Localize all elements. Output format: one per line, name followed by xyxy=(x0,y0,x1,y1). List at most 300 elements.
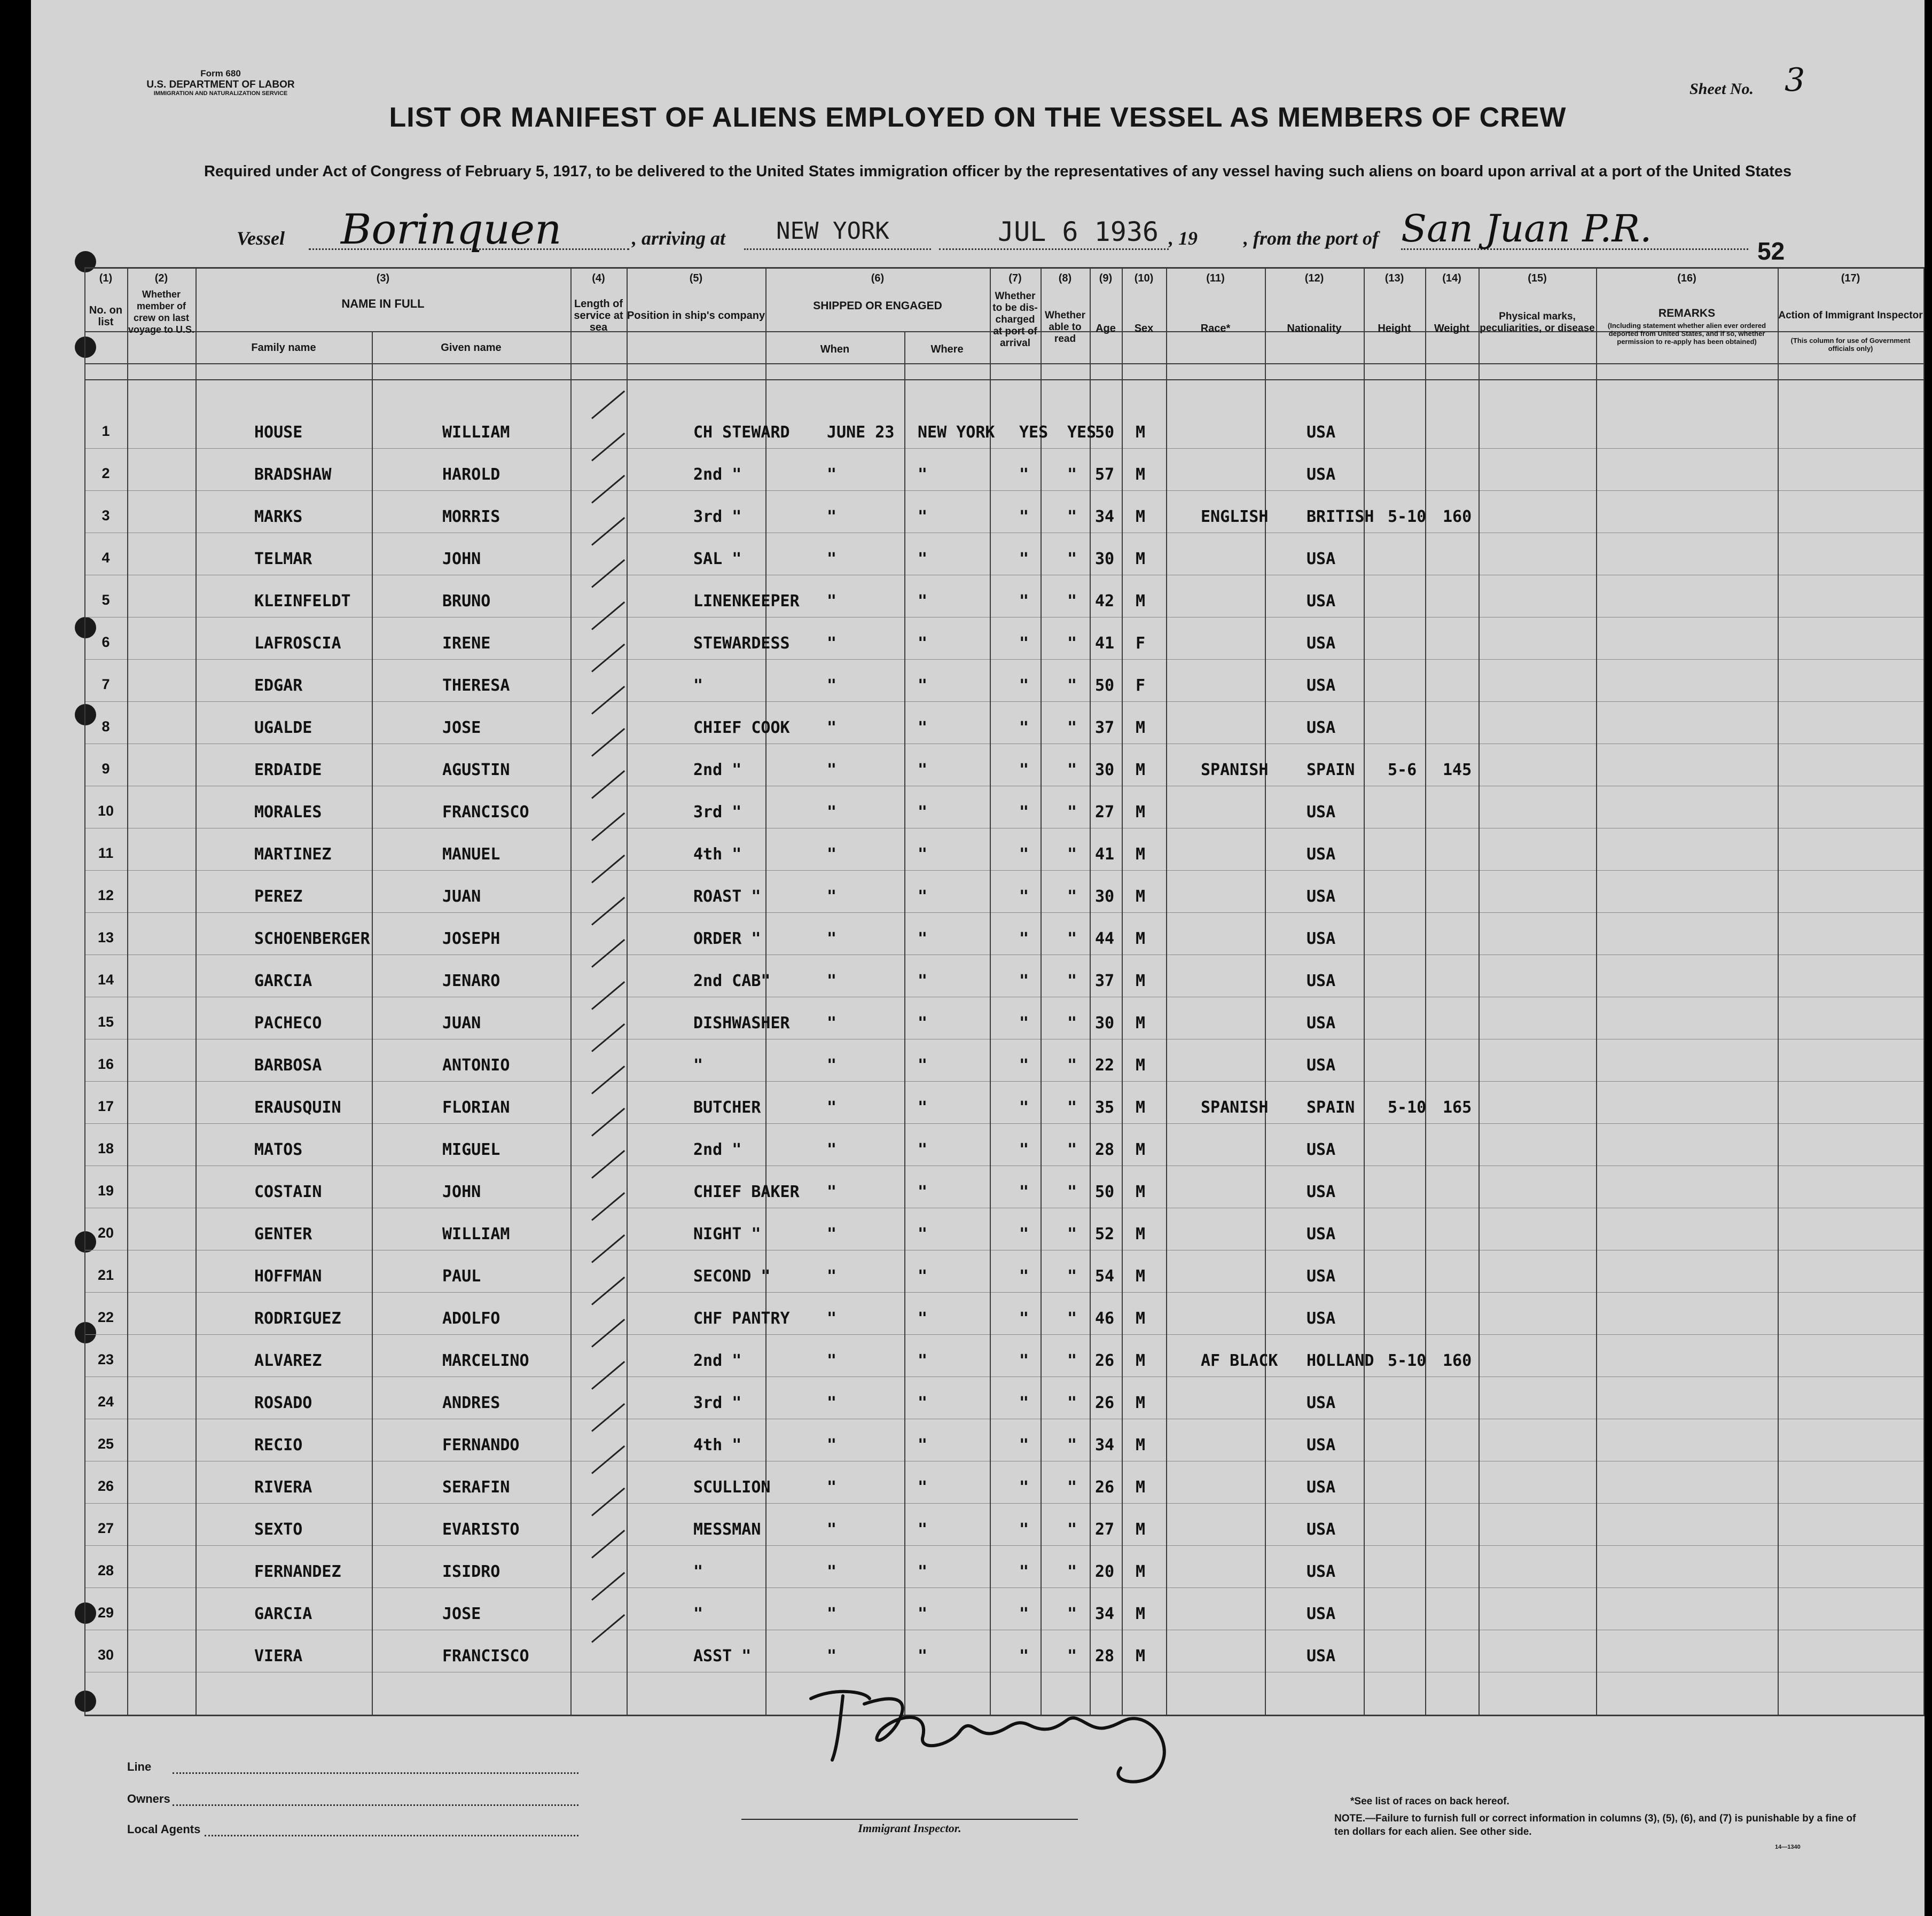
age-cell: 57 xyxy=(1095,465,1115,484)
given-name-cell: SERAFIN xyxy=(442,1478,510,1497)
from-port: San Juan P.R. xyxy=(1401,207,1652,251)
shipped-where-cell: " xyxy=(918,507,928,526)
shipped-where-cell: " xyxy=(918,465,928,484)
race-note: *See list of races on back hereof. xyxy=(1350,1796,1509,1807)
family-name-cell: GARCIA xyxy=(254,972,312,990)
family-name-cell: RIVERA xyxy=(254,1478,312,1497)
given-name-cell: MIGUEL xyxy=(442,1140,500,1159)
table-row xyxy=(84,538,1925,580)
row-number-cell: 16 xyxy=(97,1056,114,1072)
given-name-cell: JUAN xyxy=(442,1014,481,1033)
shipped-where-cell: " xyxy=(918,1647,928,1665)
race-cell: SPANISH xyxy=(1201,761,1269,779)
col-header-action: Action of Immigrant Inspector xyxy=(1778,310,1923,321)
position-cell: ROAST " xyxy=(693,887,761,906)
shipped-when-cell: " xyxy=(827,465,837,484)
table-row xyxy=(84,918,1925,960)
discharged-cell: " xyxy=(1019,1056,1029,1075)
family-name-cell: PEREZ xyxy=(254,887,303,906)
shipped-when-cell: " xyxy=(827,1225,837,1244)
manifest-sheet xyxy=(31,0,1925,1916)
col-header-read: Whether able to read xyxy=(1045,310,1085,345)
age-cell: 37 xyxy=(1095,718,1115,737)
given-name-cell: MORRIS xyxy=(442,507,500,526)
shipped-where-cell: " xyxy=(918,634,928,653)
discharged-cell: " xyxy=(1019,550,1029,568)
row-number-cell: 30 xyxy=(97,1647,114,1663)
col-number: (15) xyxy=(1528,272,1547,284)
footer-owners-field xyxy=(173,1804,578,1806)
table-row xyxy=(84,1593,1925,1635)
given-name-cell: FRANCISCO xyxy=(442,1647,529,1665)
able-to-read-cell: " xyxy=(1067,507,1077,526)
page-subtitle: Required under Act of Congress of February 5, 1917, to be delivered to the United States immigration officer by the representatives of any vessel having such aliens on board upon arrival at a port of the United States xyxy=(204,163,1792,180)
position-cell: 4th " xyxy=(693,1436,742,1454)
table-row xyxy=(84,833,1925,875)
discharged-cell: " xyxy=(1019,1478,1029,1497)
col-header-name: NAME IN FULL xyxy=(341,297,425,310)
discharged-cell: " xyxy=(1019,1394,1029,1412)
family-name-cell: HOUSE xyxy=(254,423,303,442)
given-name-cell: BRUNO xyxy=(442,592,491,611)
shipped-when-cell: " xyxy=(827,1140,837,1159)
shipped-where-cell: " xyxy=(918,972,928,990)
sex-cell: M xyxy=(1136,1562,1146,1581)
row-number-cell: 5 xyxy=(101,592,110,608)
row-number-cell: 22 xyxy=(97,1309,114,1325)
given-name-cell: WILLIAM xyxy=(442,423,510,442)
able-to-read-cell: " xyxy=(1067,803,1077,822)
row-number-cell: 3 xyxy=(101,507,110,523)
position-cell: STEWARDESS xyxy=(693,634,790,653)
family-name-cell: ERAUSQUIN xyxy=(254,1098,341,1117)
table-row xyxy=(84,496,1925,538)
service: IMMIGRATION AND NATURALIZATION SERVICE xyxy=(153,90,288,97)
discharged-cell: " xyxy=(1019,1140,1029,1159)
sex-cell: M xyxy=(1136,550,1146,568)
table-row xyxy=(84,411,1925,453)
sex-cell: M xyxy=(1136,1098,1146,1117)
col-header-physical-marks: Physical marks, peculiarities, or disease xyxy=(1480,311,1595,334)
col-header-previous-voyage: Whether member of crew on last voyage to U.S. xyxy=(128,289,195,335)
shipped-where-cell: " xyxy=(918,592,928,611)
table-row xyxy=(84,580,1925,622)
able-to-read-cell: " xyxy=(1067,1014,1077,1033)
discharged-cell: YES xyxy=(1019,423,1049,442)
vessel-label: Vessel xyxy=(237,228,285,249)
col-number: (6) xyxy=(871,272,885,284)
height-cell: 5-6 xyxy=(1388,761,1417,779)
nationality-cell: USA xyxy=(1307,1267,1336,1286)
nationality-cell: USA xyxy=(1307,1520,1336,1539)
sex-cell: M xyxy=(1136,1056,1146,1075)
position-cell: SCULLION xyxy=(693,1478,771,1497)
position-cell: LINENKEEPER xyxy=(693,592,800,611)
table-row xyxy=(84,875,1925,918)
col-number: (16) xyxy=(1677,272,1696,284)
table-row xyxy=(84,1340,1925,1382)
print-code: 14—1340 xyxy=(1775,1844,1801,1850)
col-number: (7) xyxy=(1008,272,1022,284)
shipped-where-cell: " xyxy=(918,550,928,568)
race-cell: AF BLACK xyxy=(1201,1351,1278,1370)
weight-cell: 165 xyxy=(1443,1098,1472,1117)
discharged-cell: " xyxy=(1019,761,1029,779)
family-name-cell: TELMAR xyxy=(254,550,312,568)
sex-cell: M xyxy=(1136,1520,1146,1539)
height-cell: 5-10 xyxy=(1388,1351,1427,1370)
row-number-cell: 4 xyxy=(101,550,110,566)
shipped-where-cell: " xyxy=(918,887,928,906)
family-name-cell: COSTAIN xyxy=(254,1183,322,1201)
shipped-when-cell: " xyxy=(827,550,837,568)
family-name-cell: LAFROSCIA xyxy=(254,634,341,653)
age-cell: 26 xyxy=(1095,1478,1115,1497)
able-to-read-cell: " xyxy=(1067,465,1077,484)
nationality-cell: USA xyxy=(1307,592,1336,611)
family-name-cell: EDGAR xyxy=(254,676,303,695)
given-name-cell: JOHN xyxy=(442,1183,481,1201)
sheet-number: 3 xyxy=(1785,61,1805,99)
shipped-when-cell: " xyxy=(827,718,837,737)
col-header-given-name: Given name xyxy=(441,342,502,354)
shipped-when-cell: " xyxy=(827,1478,837,1497)
shipped-where-cell: " xyxy=(918,1520,928,1539)
table-row xyxy=(84,749,1925,791)
col-header-race: Race* xyxy=(1200,323,1231,334)
age-cell: 42 xyxy=(1095,592,1115,611)
col-number: (9) xyxy=(1099,272,1113,284)
position-cell: 3rd " xyxy=(693,803,742,822)
sex-cell: M xyxy=(1136,1394,1146,1412)
shipped-when-cell: " xyxy=(827,1647,837,1665)
weight-cell: 145 xyxy=(1443,761,1472,779)
discharged-cell: " xyxy=(1019,676,1029,695)
family-name-cell: ALVAREZ xyxy=(254,1351,322,1370)
position-cell: 2nd CAB" xyxy=(693,972,771,990)
nationality-cell: USA xyxy=(1307,1647,1336,1665)
shipped-when-cell: " xyxy=(827,1351,837,1370)
col-header-height: Height xyxy=(1378,323,1411,334)
row-number-cell: 6 xyxy=(101,634,110,650)
col-number: (12) xyxy=(1304,272,1324,284)
inspector-label: Immigrant Inspector. xyxy=(858,1821,961,1835)
age-cell: 28 xyxy=(1095,1647,1115,1665)
position-cell: ORDER " xyxy=(693,929,761,948)
row-number-cell: 17 xyxy=(97,1098,114,1114)
age-cell: 50 xyxy=(1095,1183,1115,1201)
family-name-cell: SEXTO xyxy=(254,1520,303,1539)
age-cell: 50 xyxy=(1095,676,1115,695)
table-row xyxy=(84,1424,1925,1466)
age-cell: 30 xyxy=(1095,761,1115,779)
sex-cell: M xyxy=(1136,972,1146,990)
shipped-when-cell: " xyxy=(827,929,837,948)
shipped-where-cell: " xyxy=(918,1478,928,1497)
arriving-label: , arriving at xyxy=(632,228,726,249)
position-cell: CHF PANTRY xyxy=(693,1309,790,1328)
nationality-cell: USA xyxy=(1307,423,1336,442)
sex-cell: M xyxy=(1136,887,1146,906)
header-bottom-rule xyxy=(84,379,1925,380)
col-header-nationality: Nationality xyxy=(1287,323,1342,334)
shipped-where-cell: " xyxy=(918,718,928,737)
nationality-cell: USA xyxy=(1307,1478,1336,1497)
able-to-read-cell: YES xyxy=(1067,423,1097,442)
age-cell: 52 xyxy=(1095,1225,1115,1244)
discharged-cell: " xyxy=(1019,1098,1029,1117)
discharged-cell: " xyxy=(1019,634,1029,653)
nationality-cell: USA xyxy=(1307,972,1336,990)
shipped-where-cell: " xyxy=(918,1267,928,1286)
family-name-cell: MORALES xyxy=(254,803,322,822)
family-name-cell: VIERA xyxy=(254,1647,303,1665)
nationality-cell: USA xyxy=(1307,1394,1336,1412)
position-cell: CHIEF BAKER xyxy=(693,1183,800,1201)
discharged-cell: " xyxy=(1019,1436,1029,1454)
nationality-cell: USA xyxy=(1307,465,1336,484)
family-name-cell: HOFFMAN xyxy=(254,1267,322,1286)
shipped-when-cell: JUNE 23 xyxy=(827,423,895,442)
height-cell: 5-10 xyxy=(1388,507,1427,526)
row-number-cell: 7 xyxy=(101,676,110,692)
form-header xyxy=(132,68,309,97)
discharged-cell: " xyxy=(1019,1183,1029,1201)
nationality-cell: USA xyxy=(1307,803,1336,822)
given-name-cell: THERESA xyxy=(442,676,510,695)
nationality-cell: USA xyxy=(1307,929,1336,948)
position-cell: " xyxy=(693,1562,703,1581)
family-name-cell: UGALDE xyxy=(254,718,312,737)
inspector-line xyxy=(741,1819,1078,1820)
age-cell: 26 xyxy=(1095,1394,1115,1412)
discharged-cell: " xyxy=(1019,1351,1029,1370)
age-cell: 41 xyxy=(1095,845,1115,864)
sex-cell: M xyxy=(1136,507,1146,526)
shipped-where-cell: " xyxy=(918,1225,928,1244)
sex-cell: M xyxy=(1136,929,1146,948)
family-name-cell: BARBOSA xyxy=(254,1056,322,1075)
sex-cell: M xyxy=(1136,803,1146,822)
sex-cell: M xyxy=(1136,465,1146,484)
footer-agents-field xyxy=(205,1835,578,1836)
department: U.S. DEPARTMENT OF LABOR xyxy=(146,79,295,90)
crew-table xyxy=(84,267,1925,1715)
sex-cell: M xyxy=(1136,592,1146,611)
row-number-cell: 9 xyxy=(101,761,110,777)
given-name-cell: FLORIAN xyxy=(442,1098,510,1117)
age-cell: 54 xyxy=(1095,1267,1115,1286)
table-row xyxy=(84,1086,1925,1129)
shipped-where-cell: " xyxy=(918,761,928,779)
penalty-note: NOTE.—Failure to furnish full or correct information in columns (3), (5), (6), and (7) is punishable by a fine of ten dollars for each alien. See other side. xyxy=(1334,1813,1856,1837)
shipped-when-cell: " xyxy=(827,676,837,695)
discharged-cell: " xyxy=(1019,845,1029,864)
age-cell: 27 xyxy=(1095,1520,1115,1539)
family-name-cell: GENTER xyxy=(254,1225,312,1244)
table-top-rule xyxy=(84,267,1925,269)
discharged-cell: " xyxy=(1019,1562,1029,1581)
shipped-when-cell: " xyxy=(827,592,837,611)
nationality-cell: SPAIN xyxy=(1307,761,1355,779)
able-to-read-cell: " xyxy=(1067,550,1077,568)
row-number-cell: 14 xyxy=(97,972,114,988)
col-header-position: Position in ship's company xyxy=(627,310,765,322)
shipped-where-cell: " xyxy=(918,845,928,864)
nationality-cell: USA xyxy=(1307,634,1336,653)
shipped-where-cell: " xyxy=(918,1014,928,1033)
sex-cell: M xyxy=(1136,1225,1146,1244)
given-name-cell: ISIDRO xyxy=(442,1562,500,1581)
row-number-cell: 27 xyxy=(97,1520,114,1536)
able-to-read-cell: " xyxy=(1067,1056,1077,1075)
position-cell: 2nd " xyxy=(693,465,742,484)
sheet-number-label: Sheet No. xyxy=(1689,80,1754,98)
row-number-cell: 29 xyxy=(97,1605,114,1621)
from-port-field xyxy=(1401,207,1748,251)
shipped-when-cell: " xyxy=(827,634,837,653)
footer-agents-label: Local Agents xyxy=(127,1823,201,1836)
col-number: (8) xyxy=(1058,272,1072,284)
shipped-where-cell: " xyxy=(918,1562,928,1581)
vessel-name: Borinquen xyxy=(341,206,562,254)
col-header-action-note: (This column for use of Government officials only) xyxy=(1790,337,1911,353)
given-name-cell: MARCELINO xyxy=(442,1351,529,1370)
col-number: (14) xyxy=(1442,272,1461,284)
table-row xyxy=(84,707,1925,749)
sex-cell: M xyxy=(1136,1605,1146,1623)
sex-cell: M xyxy=(1136,845,1146,864)
family-name-cell: ROSADO xyxy=(254,1394,312,1412)
discharged-cell: " xyxy=(1019,507,1029,526)
age-cell: 41 xyxy=(1095,634,1115,653)
page-stamp-number: 52 xyxy=(1757,237,1785,265)
able-to-read-cell: " xyxy=(1067,761,1077,779)
nationality-cell: USA xyxy=(1307,1436,1336,1454)
age-cell: 50 xyxy=(1095,423,1115,442)
row-number-cell: 2 xyxy=(101,465,110,481)
row-number-cell: 8 xyxy=(101,718,110,734)
shipped-when-cell: " xyxy=(827,803,837,822)
age-cell: 46 xyxy=(1095,1309,1115,1328)
col-number: (13) xyxy=(1385,272,1404,284)
family-name-cell: GARCIA xyxy=(254,1605,312,1623)
family-name-cell: KLEINFELDT xyxy=(254,592,351,611)
footer-owners-label: Owners xyxy=(127,1792,170,1805)
given-name-cell: FERNANDO xyxy=(442,1436,520,1454)
age-cell: 37 xyxy=(1095,972,1115,990)
able-to-read-cell: " xyxy=(1067,845,1077,864)
given-name-cell: JOSE xyxy=(442,718,481,737)
shipped-when-cell: " xyxy=(827,1520,837,1539)
shipped-where-cell: " xyxy=(918,803,928,822)
sex-cell: M xyxy=(1136,1014,1146,1033)
given-name-cell: MANUEL xyxy=(442,845,500,864)
position-cell: NIGHT " xyxy=(693,1225,761,1244)
given-name-cell: IRENE xyxy=(442,634,491,653)
discharged-cell: " xyxy=(1019,1520,1029,1539)
shipped-where-cell: " xyxy=(918,1309,928,1328)
footer-line-label: Line xyxy=(127,1760,152,1773)
family-name-cell: PACHECO xyxy=(254,1014,322,1033)
family-name-cell: SCHOENBERGER xyxy=(254,929,370,948)
position-cell: 2nd " xyxy=(693,1351,742,1370)
col-header-remarks-note: (Including statement whether alien ever ordered deported from United States, and if so, whether permission to re-apply has been obtained) xyxy=(1607,322,1766,346)
sex-cell: M xyxy=(1136,423,1146,442)
discharged-cell: " xyxy=(1019,803,1029,822)
able-to-read-cell: " xyxy=(1067,634,1077,653)
weight-cell: 160 xyxy=(1443,507,1472,526)
form-number: Form 680 xyxy=(200,68,241,79)
age-cell: 34 xyxy=(1095,1436,1115,1454)
table-row xyxy=(84,1044,1925,1086)
sex-cell: M xyxy=(1136,718,1146,737)
able-to-read-cell: " xyxy=(1067,1183,1077,1201)
given-name-cell: HAROLD xyxy=(442,465,500,484)
shipped-when-cell: " xyxy=(827,1014,837,1033)
given-name-cell: JENARO xyxy=(442,972,500,990)
row-number-cell: 21 xyxy=(97,1267,114,1283)
discharged-cell: " xyxy=(1019,1309,1029,1328)
shipped-where-cell: " xyxy=(918,1351,928,1370)
discharged-cell: " xyxy=(1019,465,1029,484)
nationality-cell: USA xyxy=(1307,1183,1336,1201)
shipped-when-cell: " xyxy=(827,972,837,990)
shipped-where-cell: " xyxy=(918,676,928,695)
nationality-cell: USA xyxy=(1307,1605,1336,1623)
table-row xyxy=(84,1129,1925,1171)
given-name-cell: JOSE xyxy=(442,1605,481,1623)
row-number-cell: 11 xyxy=(98,845,114,861)
position-cell: MESSMAN xyxy=(693,1520,761,1539)
col-header-discharged: Whether to be dis-charged at port of arrival xyxy=(992,291,1038,349)
shipped-when-cell: " xyxy=(827,1183,837,1201)
table-row xyxy=(84,1213,1925,1255)
family-name-cell: BRADSHAW xyxy=(254,465,332,484)
age-cell: 22 xyxy=(1095,1056,1115,1075)
age-cell: 35 xyxy=(1095,1098,1115,1117)
shipped-where-cell: " xyxy=(918,1394,928,1412)
page-title: LIST OR MANIFEST OF ALIENS EMPLOYED ON THE VESSEL AS MEMBERS OF CREW xyxy=(389,102,1567,133)
table-row xyxy=(84,453,1925,496)
discharged-cell: " xyxy=(1019,1647,1029,1665)
shipped-where-cell: " xyxy=(918,1605,928,1623)
nationality-cell: USA xyxy=(1307,1309,1336,1328)
given-name-cell: EVARISTO xyxy=(442,1520,520,1539)
age-cell: 34 xyxy=(1095,1605,1115,1623)
able-to-read-cell: " xyxy=(1067,676,1077,695)
nationality-cell: USA xyxy=(1307,1140,1336,1159)
age-cell: 34 xyxy=(1095,507,1115,526)
col-number: (17) xyxy=(1841,272,1860,284)
able-to-read-cell: " xyxy=(1067,929,1077,948)
discharged-cell: " xyxy=(1019,887,1029,906)
position-cell: 3rd " xyxy=(693,1394,742,1412)
shipped-when-cell: " xyxy=(827,1394,837,1412)
given-name-cell: WILLIAM xyxy=(442,1225,510,1244)
age-cell: 30 xyxy=(1095,1014,1115,1033)
shipped-where-cell: " xyxy=(918,1183,928,1201)
row-number-cell: 24 xyxy=(97,1394,114,1410)
age-cell: 26 xyxy=(1095,1351,1115,1370)
row-number-cell: 10 xyxy=(97,803,114,819)
row-number-cell: 26 xyxy=(97,1478,114,1494)
family-name-cell: ERDAIDE xyxy=(254,761,322,779)
given-name-cell: JUAN xyxy=(442,887,481,906)
given-name-cell: AGUSTIN xyxy=(442,761,510,779)
able-to-read-cell: " xyxy=(1067,1436,1077,1454)
sex-cell: F xyxy=(1136,676,1146,695)
